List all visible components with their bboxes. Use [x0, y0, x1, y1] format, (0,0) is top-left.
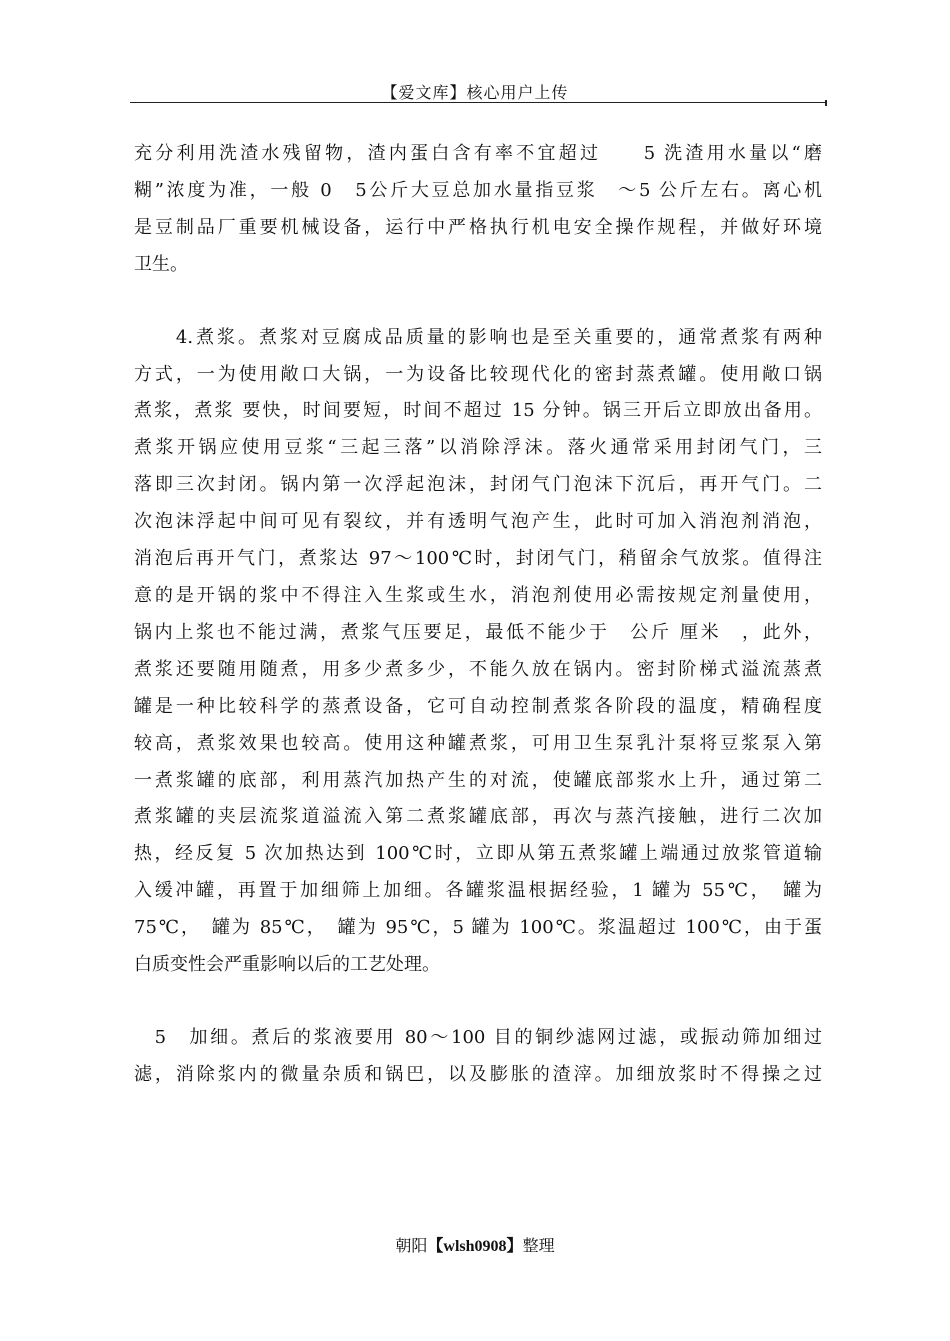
text-line: 白质变性会严重影响以后的工艺处理。	[134, 954, 440, 976]
text-line: 入缓冲罐，再置于加细筛上加细。各罐浆温根据经验，1 罐为 55℃， 罐为	[134, 880, 822, 902]
header-rule-tick	[825, 100, 827, 106]
text-line: 煮浆，煮浆 要快，时间要短，时间不超过 15 分钟。锅三开后立即放出备用。	[134, 400, 822, 422]
header-rule	[130, 102, 825, 103]
text-line: 方式，一为使用敞口大锅，一为设备比较现代化的密封蒸煮罐。使用敞口锅	[134, 363, 822, 385]
text-line: 消泡后再开气门，煮浆达 97～100℃时，封闭气门，稍留余气放浆。值得注	[134, 548, 822, 570]
footer-prefix: 朝阳	[395, 1236, 428, 1255]
text-line: 充分利用洗渣水残留物，渣内蛋白含有率不宜超过 5 洗渣用水量以“磨	[134, 143, 822, 164]
footer-suffix: 整理	[522, 1236, 555, 1255]
text-line: 卫生。	[134, 253, 188, 275]
document-body	[134, 136, 822, 1094]
text-line: 一煮浆罐的底部，利用蒸汽加热产生的对流，使罐底部浆水上升，通过第二	[134, 769, 822, 791]
page-header	[0, 80, 950, 103]
text-line: 煮浆开锅应使用豆浆“三起三落”以消除浮沫。落火通常采用封闭气门，三	[134, 437, 822, 459]
footer-tag: 【wlsh0908】	[427, 1238, 523, 1255]
text-line: 热，经反复 5 次加热达到 100℃时，立即从第五煮浆罐上端通过放浆管道输	[134, 843, 822, 865]
text-line: 锅内上浆也不能过满，煮浆气压要足，最低不能少于 公斤 厘米 ，此外，	[134, 621, 822, 643]
text-line: 糊”浓度为准，一般 0 5公斤大豆总加水量指豆浆 ～5 公斤左右。离心机	[134, 179, 822, 201]
paragraph-boiling	[134, 320, 822, 984]
text-line: 是豆制品厂重要机械设备，运行中严格执行机电安全操作规程，并做好环境	[134, 216, 822, 238]
text-line: 75℃， 罐为 85℃， 罐为 95℃，5 罐为 100℃。浆温超过 100℃，由于蛋	[134, 917, 822, 939]
text-line: 较高，煮浆效果也较高。使用这种罐煮浆，可用卫生泵乳汁泵将豆浆泵入第	[134, 732, 822, 754]
header-title: 【爱文库】核心用户上传	[381, 83, 569, 102]
text-line: 煮浆罐的夹层流浆道溢流入第二煮浆罐底部，再次与蒸汽接触，进行二次加	[134, 806, 822, 828]
text-line: 落即三次封闭。锅内第一次浮起泡沫，封闭气门泡沫下沉后，再开气门。二	[134, 474, 822, 496]
paragraph-refining	[134, 1020, 822, 1094]
text-line: 意的是开锅的浆中不得注入生浆或生水，消泡剂使用必需按规定剂量使用，	[134, 584, 822, 606]
text-line: 5 加细。煮后的浆液要用 80～100 目的铜纱滤网过滤，或振动筛加细过	[134, 1026, 822, 1048]
text-line: 罐是一种比较科学的蒸煮设备，它可自动控制煮浆各阶段的温度，精确程度	[134, 695, 822, 717]
text-line: 次泡沫浮起中间可见有裂纹，并有透明气泡产生，此时可加入消泡剂消泡，	[134, 511, 822, 533]
paragraph-washing-residue	[134, 136, 822, 284]
text-line: 煮浆还要随用随煮，用多少煮多少，不能久放在锅内。密封阶梯式溢流蒸煮	[134, 658, 822, 680]
text-line: 4.煮浆。煮浆对豆腐成品质量的影响也是至关重要的，通常煮浆有两种	[134, 326, 822, 348]
page-footer	[0, 1233, 950, 1256]
text-line: 滤，消除浆内的微量杂质和锅巴，以及膨胀的渣滓。加细放浆时不得操之过	[134, 1063, 822, 1085]
